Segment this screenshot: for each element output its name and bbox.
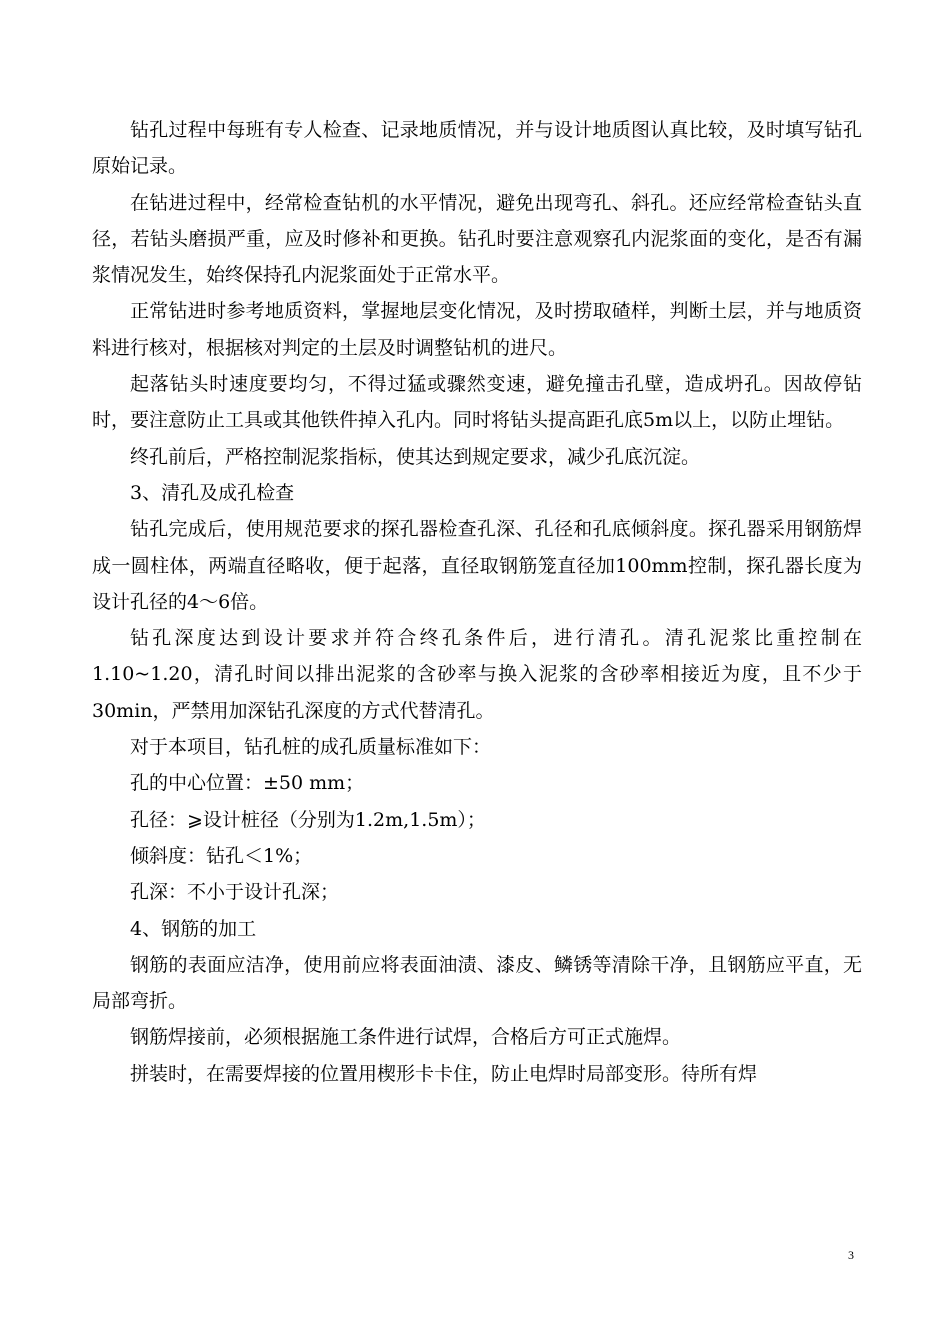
paragraph-drilling-inspection: 钻孔过程中每班有专人检查、记录地质情况，并与设计地质图认真比较，及时填写钻孔原始记录。	[92, 119, 862, 178]
paragraph-rebar-assembly: 拼装时，在需要焊接的位置用楔形卡卡住，防止电焊时局部变形。待所有焊	[130, 1062, 758, 1085]
standard-item-center-position: 孔的中心位置：±50 mm；	[130, 772, 365, 795]
standard-item-inclination: 倾斜度：钻孔＜1%；	[130, 844, 313, 867]
paragraph-quality-standard-intro: 对于本项目，钻孔桩的成孔质量标准如下：	[130, 736, 492, 759]
page-number: 3	[848, 1248, 854, 1262]
paragraph-final-hole: 终孔前后，严格控制泥浆指标，使其达到规定要求，减少孔底沉淀。	[130, 445, 701, 468]
paragraph-hole-cleaning: 钻孔深度达到设计要求并符合终孔条件后，进行清孔。清孔泥浆比重控制在1.10~1.20，清孔时间以排出泥浆的含砂率与换入泥浆的含砂率相接近为度，且不少于30min，严禁用加深钻孔深度的方式代替清孔。	[92, 627, 862, 722]
paragraph-rebar-surface: 钢筋的表面应洁净，使用前应将表面油渍、漆皮、鳞锈等清除干净，且钢筋应平直，无局部弯折。	[92, 953, 862, 1013]
section-heading-hole-cleaning: 3、清孔及成孔检查	[130, 481, 295, 504]
paragraph-drilling-level-check: 在钻进过程中，经常检查钻机的水平情况，避免出现弯孔、斜孔。还应经常检查钻头直径，若钻头磨损严重，应及时修补和更换。钻孔时要注意观察孔内泥浆面的变化，是否有漏浆情况发生，始终保持孔内泥浆面处于正常水平。	[92, 191, 862, 287]
standard-item-hole-depth: 孔深：不小于设计孔深；	[130, 881, 340, 904]
section-heading-rebar-processing: 4、钢筋的加工	[130, 917, 257, 940]
paragraph-normal-drilling: 正常钻进时参考地质资料，掌握地层变化情况，及时捞取碴样，判断土层，并与地质资料进行核对，根据核对判定的土层及时调整钻机的进尺。	[92, 300, 862, 359]
paragraph-hole-probe: 钻孔完成后，使用规范要求的探孔器检查孔深、孔径和孔底倾斜度。探孔器采用钢筋焊成一圆柱体，两端直径略收，便于起落，直径取钢筋笼直径加100mm控制，探孔器长度为设计孔径的4～6倍。	[92, 518, 862, 613]
standard-item-hole-diameter: 孔径：⩾设计桩径（分别为1.2m,1.5m）；	[130, 808, 486, 831]
document-body	[92, 112, 862, 1092]
paragraph-rebar-welding-trial: 钢筋焊接前，必须根据施工条件进行试焊，合格后方可正式施焊。	[130, 1026, 682, 1049]
paragraph-bit-lifting: 起落钻头时速度要均匀，不得过猛或骤然变速，避免撞击孔壁，造成坍孔。因故停钻时，要注意防止工具或其他铁件掉入孔内。同时将钻头提高距孔底5m以上，以防止埋钻。	[92, 373, 862, 432]
